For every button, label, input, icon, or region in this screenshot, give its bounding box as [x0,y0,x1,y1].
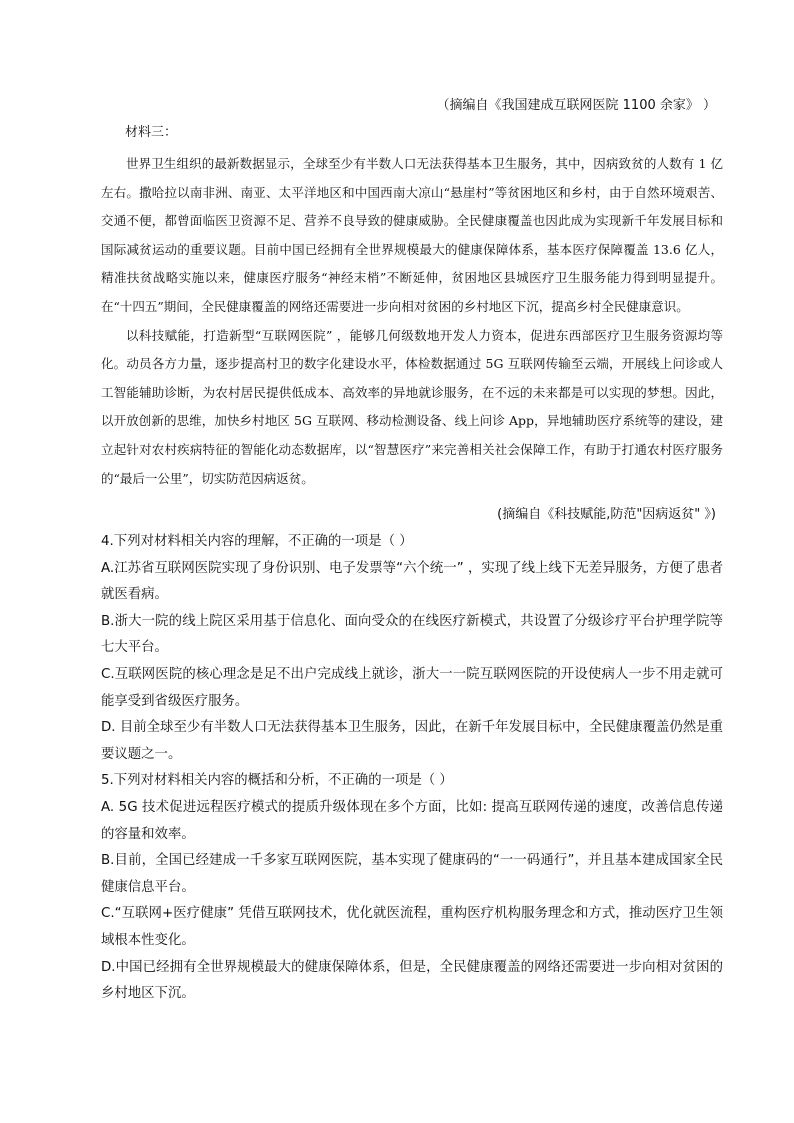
answer-option: C.互联网医院的核心理念是足不出户完成线上就诊，浙大一一院互联网医院的开设使病人一步不用走就可能享受到省级医疗服务。 [101,666,723,709]
answer-option: B.目前，全国已经建成一千多家互联网医院，基本实现了健康码的“一一码通行”，并且基本建成国家全民健康信息平台。 [101,853,723,895]
answer-option: C.“互联网+医疗健康” 凭借互联网技术，优化就医流程，重构医疗机构服务理念和方式，推动医疗卫生领域根本性变化。 [101,906,723,948]
material-3-body [101,150,723,493]
material-3-title: 材料三： [125,125,178,140]
source-citation-1: （摘编自《我国建成互联网医院 1100 余家》 ） [436,98,716,113]
answer-option: A. 5G 技术促进远程医疗模式的提质升级体现在多个方面，比如: 提高互联网传递的速度，改善信息传递的容量和效率。 [101,799,723,842]
questions-block [101,529,723,1008]
source-citation-2: (摘编自《科技赋能,防范"因病返贫" 》) [497,507,716,522]
answer-option: D. 目前全球至少有半数人口无法获得基本卫生服务，因此，在新千年发展目标中，全民健康覆盖仍然是重要议题之一。 [101,720,723,762]
material-3-paragraph: 世界卫生组织的最新数据显示，全球至少有半数人口无法获得基本卫生服务，其中，因病致贫的人数有 1 亿左右。撒哈拉以南非洲、南亚、太平洋地区和中国西南大凉山“悬崖村”等贫困地区和乡村，由于自然环境艰苦、交通不便，都曾面临医卫资源不足、营养不良导致的健康威胁。全民健康覆盖也因此成为实现新千年发展目标和国际减贫运动的重要议题。目前中国已经拥有全世界规模最大的健康保障体系，基本医疗保障覆盖 13.6 亿人，精准扶贫战略实施以来，健康医疗服务“神经末梢”不断延伸，贫困地区县城医疗卫生服务能力得到明显提升。在“十四五”期间，全民健康覆盖的网络还需要进一步向相对贫困的乡村地区下沉，提高乡村全民健康意识。 [101,156,723,314]
answer-option: D.中国已经拥有全世界规模最大的健康保障体系，但是，全民健康覆盖的网络还需要进一步向相对贫困的乡村地区下沉。 [101,959,723,1002]
question-stem: 5.下列对材料相关内容的概括和分析，不正确的一项是（ ） [101,773,453,789]
answer-option: B.浙大一院的线上院区采用基于信息化、面向受众的在线医疗新模式，共设置了分级诊疗平台护理学院等七大平台。 [101,613,723,656]
material-3-paragraph: 以科技赋能，打造新型“互联网医院” ，能够几何级数地开发人力资本，促进东西部医疗卫生服务资源均等化。动员各方力量，逐步提高村卫的数字化建设水平，体检数据通过 5G 互联网传输至云端，开展线上问诊或人工智能辅助诊断，为农村居民提供低成本、高效率的异地就诊服务，在不远的未来都是可以实现的梦想。因此，以开放创新的思维，加快乡村地区 5G 互联网、移动检测设备、线上问诊 App，异地辅助医疗系统等的建设，建立起针对农村疾病特征的智能化动态数据库，以“智慧医疗”来完善相关社会保障工作，有助于打通农村医疗服务的“最后一公里”，切实防范因病返贫。 [101,327,723,486]
answer-option: A.江苏省互联网医院实现了身份识别、电子发票等“六个统一” ，实现了线上线下无差异服务，方便了患者就医看病。 [101,560,723,603]
question-stem: 4.下列对材料相关内容的理解，不正确的一项是（ ） [101,534,413,549]
